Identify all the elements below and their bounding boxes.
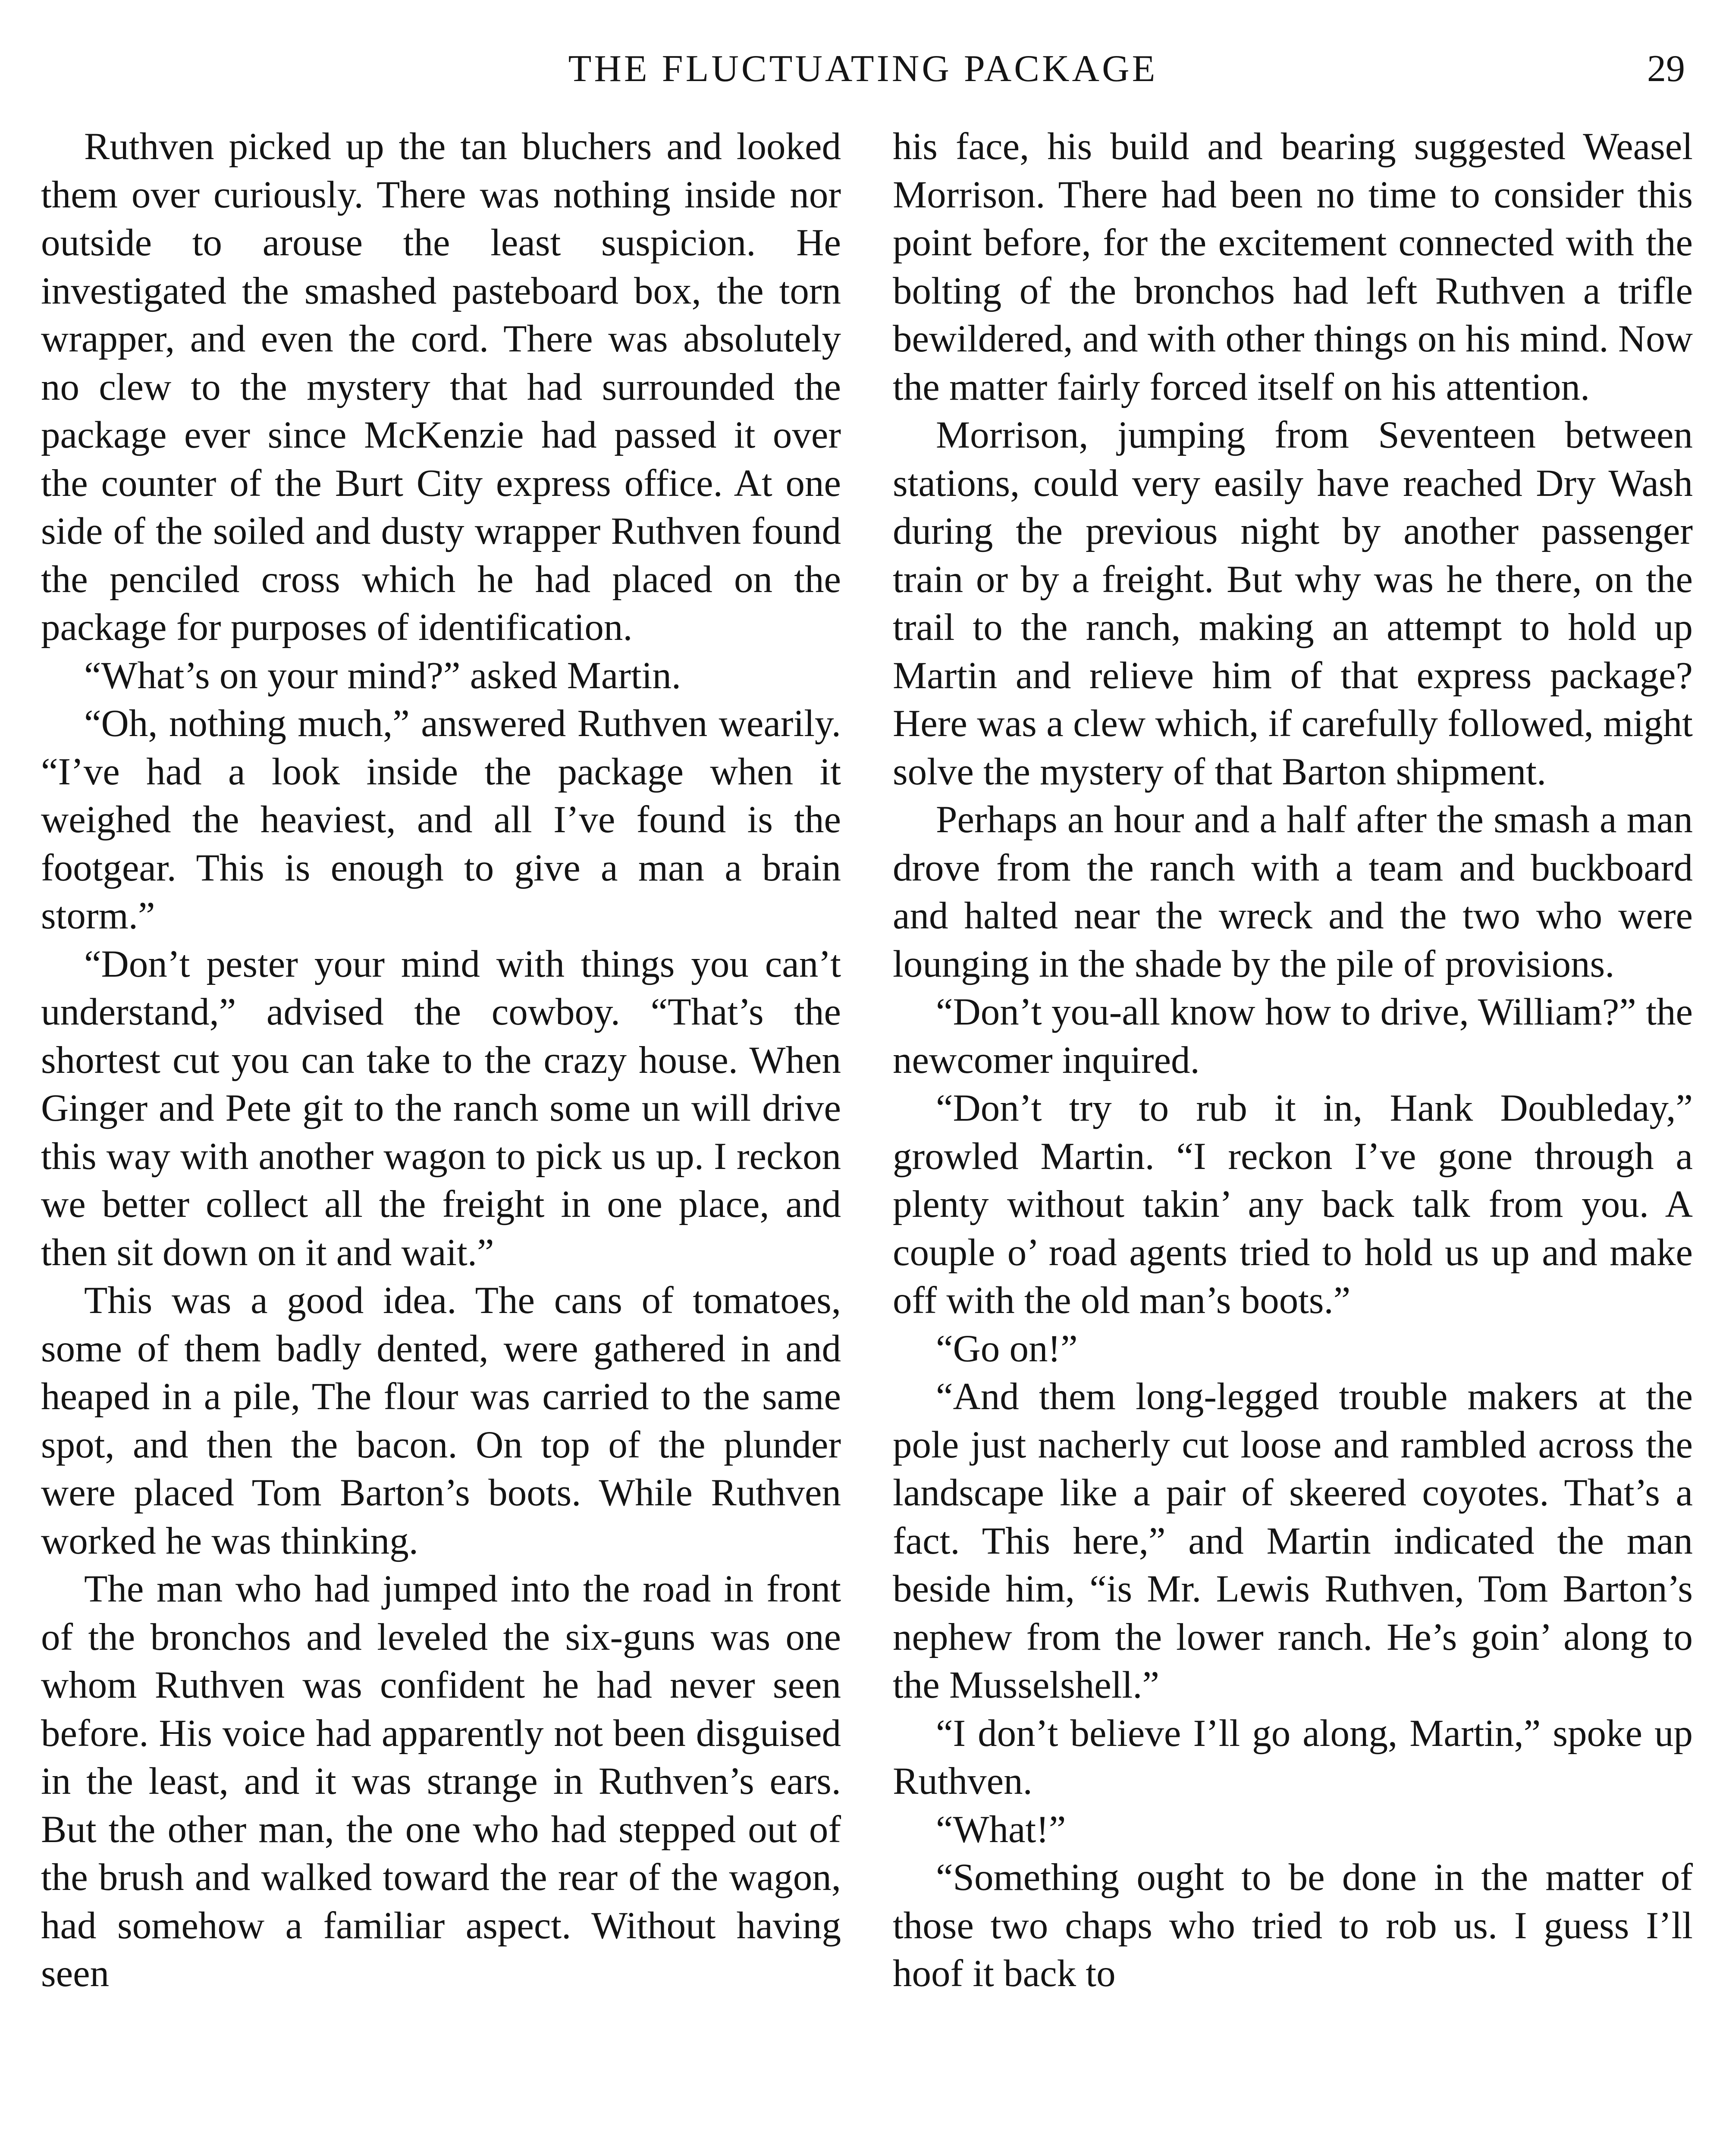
paragraph: Ruthven picked up the tan bluchers and looked them over curiously. There was nothing inside nor outside to arouse the least suspicion. He investigated the smashed pasteboard box, the torn wrapper, and even the cord. There was absolutely no clew to the mystery that had surrounded the package ever since McKenzie had passed it over the counter of the Burt City express office. At one side of the soiled and dusty wrapper Ruthven found the penciled cross which he had placed on the package for purposes of identification. bbox=[41, 125, 841, 649]
paragraph: “What!” bbox=[936, 1808, 1066, 1851]
paragraph: The man who had jumped into the road in front of the bronchos and leveled the six-guns was one whom Ruthven was confident he had never seen before. His voice had apparently not been disguised in the least, and it was strange in Ruthven’s ears. But the other man, the one who had stepped out of the brush and walked toward the rear of the wagon, had somehow a familiar aspect. Without having seen bbox=[41, 1568, 841, 1995]
paragraph: “Something ought to be done in the matter of those two chaps who tried to rob us. I guess I’ll hoof it back to bbox=[893, 1856, 1693, 1995]
paragraph: Morrison, jumping from Seventeen between stations, could very easily have reached Dry Wash during the previous night by another passenger train or by a freight. But why was he there, on the trail to the ranch, making an attempt to hold up Martin and relieve him of that express package? Here was a clew which, if carefully followed, might solve the mystery of that Barton shipment. bbox=[893, 414, 1693, 793]
page-number: 29 bbox=[1647, 48, 1685, 90]
running-head bbox=[0, 39, 1726, 99]
paragraph: “Don’t try to rub it in, Hank Doubleday,” growled Martin. “I reckon I’ve gone through a plenty without takin’ any back talk from you. A couple o’ road agents tried to hold us up and make off with the old man’s boots.” bbox=[893, 1087, 1693, 1322]
paragraph: “Oh, nothing much,” answered Ruthven wearily. “I’ve had a look inside the package when it weighed the heaviest, and all I’ve found is the footgear. This is enough to give a man a brain storm.” bbox=[41, 702, 841, 937]
paragraph: “Don’t pester your mind with things you can’t understand,” advised the cowboy. “That’s the shortest cut you can take to the crazy house. When Ginger and Pete git to the ranch some un will drive this way with another wagon to pick us up. I reckon we better collect all the freight in one place, and then sit down on it and wait.” bbox=[41, 943, 841, 1274]
right-column bbox=[893, 123, 1693, 2156]
paragraph: Perhaps an hour and a half after the smash a man drove from the ranch with a team and buckboard and halted near the wreck and the two who were lounging in the shade by the pile of provisions. bbox=[893, 799, 1693, 985]
left-column bbox=[41, 123, 841, 2156]
paragraph: “And them long-legged trouble makers at the pole just nacherly cut loose and rambled across the landscape like a pair of skeered coyotes. That’s a fact. This here,” and Martin indicated the man beside him, “is Mr. Lewis Ruthven, Tom Barton’s nephew from the lower ranch. He’s goin’ along to the Musselshell.” bbox=[893, 1376, 1693, 1706]
paragraph: “Don’t you-all know how to drive, William?” the newcomer inquired. bbox=[893, 991, 1693, 1081]
paragraph: This was a good idea. The cans of tomatoes, some of them badly dented, were gathered in and heaped in a pile, The flour was carried to the same spot, and then the bacon. On top of the plunder were placed Tom Barton’s boots. While Ruthven worked he was thinking. bbox=[41, 1279, 841, 1562]
paragraph: “I don’t believe I’ll go along, Martin,” spoke up Ruthven. bbox=[893, 1712, 1693, 1802]
running-title: THE FLUCTUATING PACKAGE bbox=[568, 48, 1158, 90]
paragraph-continued: his face, his build and bearing suggested Weasel Morrison. There had been no time to consider this point before, for the excitement connected with the bolting of the bronchos had left Ruthven a trifle bewildered, and with other things on his mind. Now the matter fairly forced itself on his attention. bbox=[893, 125, 1693, 408]
paragraph: “Go on!” bbox=[936, 1327, 1078, 1370]
paragraph: “What’s on your mind?” asked Martin. bbox=[84, 654, 681, 697]
